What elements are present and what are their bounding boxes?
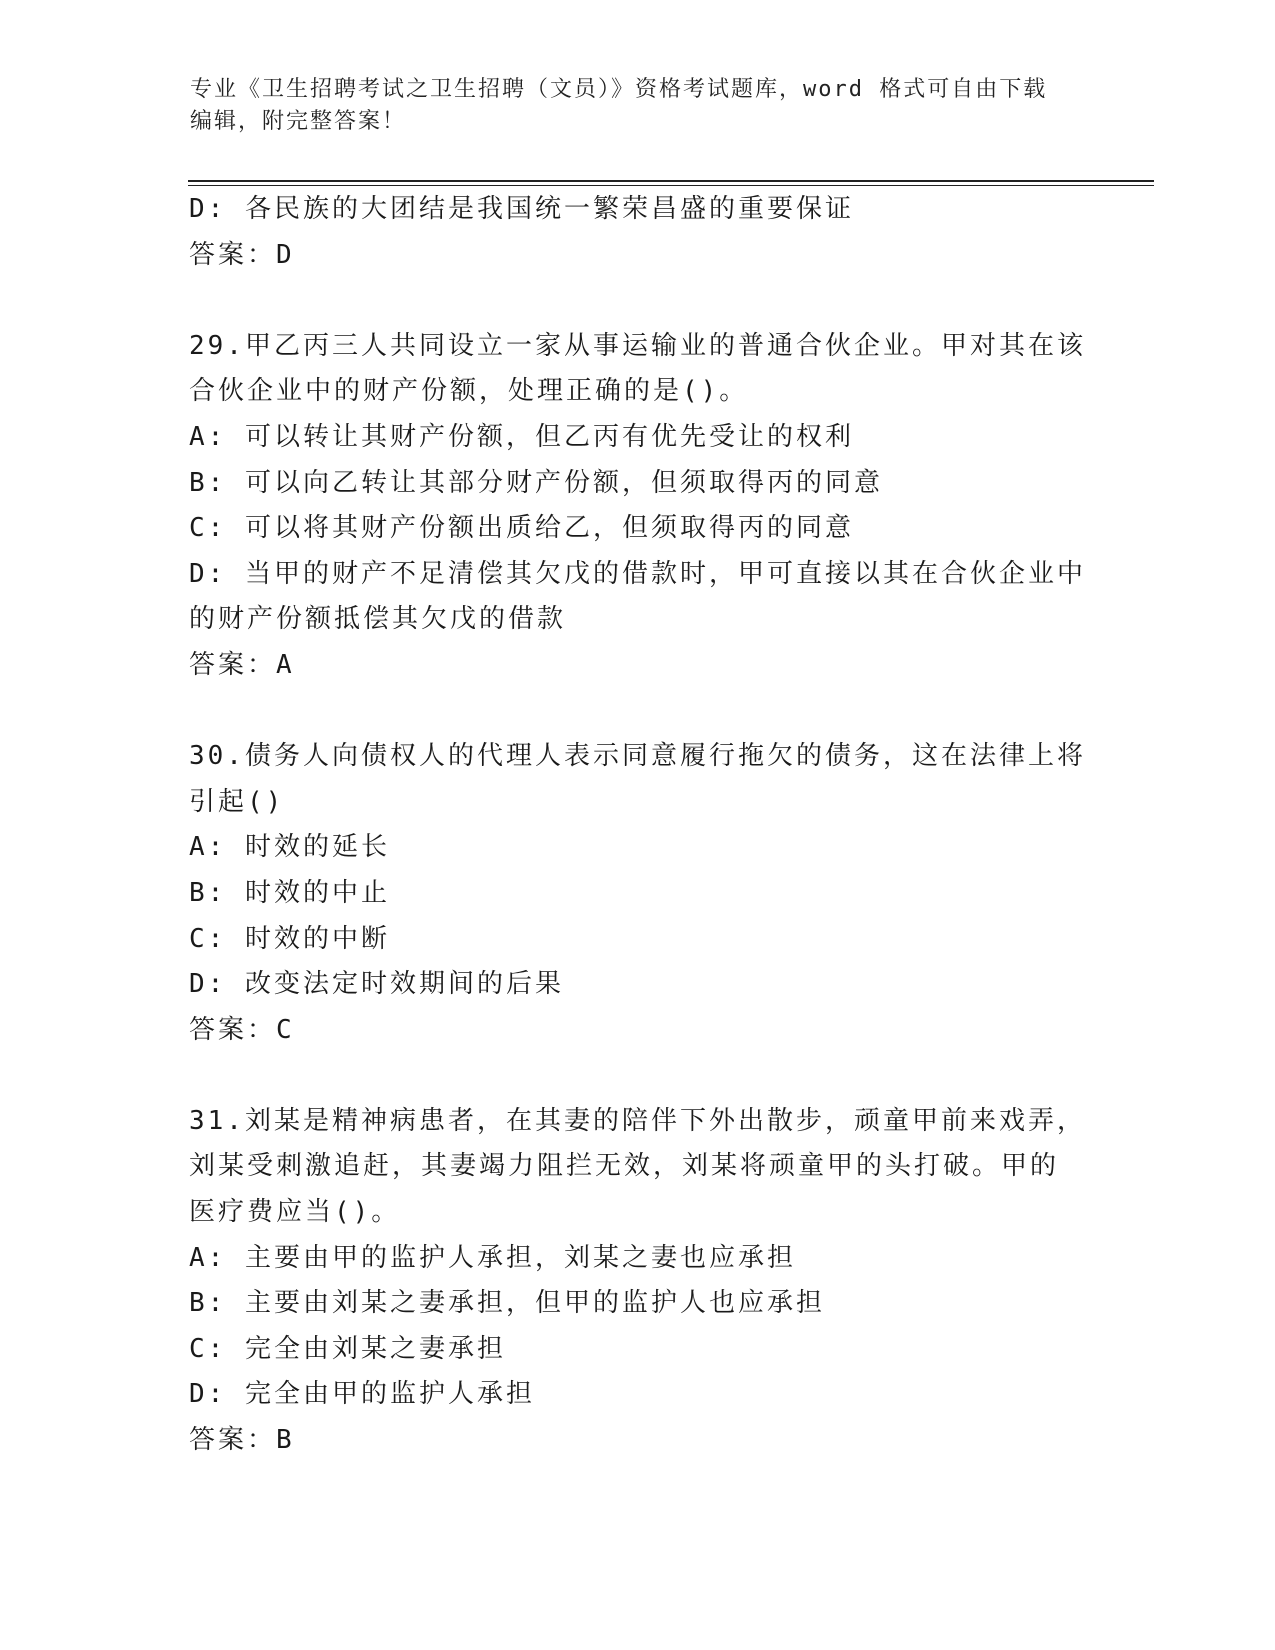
carryover-block xyxy=(189,187,1089,278)
question-31 xyxy=(189,1099,1089,1464)
option-b: B: 时效的中止 xyxy=(189,877,390,908)
option-d-line: 的财产份额抵偿其欠戊的借款 xyxy=(189,604,567,635)
option-b: B: 主要由刘某之妻承担，但甲的监护人也应承担 xyxy=(189,1288,825,1319)
spacer xyxy=(189,689,1089,735)
option-a: A: 主要由甲的监护人承担，刘某之妻也应承担 xyxy=(189,1242,796,1273)
header-line-1: 专业《卫生招聘考试之卫生招聘（文员）》资格考试题库，word 格式可自由下载 xyxy=(190,77,1048,102)
answer-line: 答案：D xyxy=(189,239,295,270)
question-30 xyxy=(189,734,1089,1053)
option-d: D: 改变法定时效期间的后果 xyxy=(189,969,564,1000)
header-divider-thick xyxy=(188,180,1154,182)
option-c: C: 完全由刘某之妻承担 xyxy=(189,1333,506,1364)
question-text-line: 30.债务人向债权人的代理人表示同意履行拖欠的债务，这在法律上将 xyxy=(189,741,1086,772)
question-text-line: 引起() xyxy=(189,786,285,817)
option-a: A: 时效的延长 xyxy=(189,832,390,863)
document-header xyxy=(190,74,1090,138)
option-c: C: 可以将其财产份额出质给乙，但须取得丙的同意 xyxy=(189,513,854,544)
option-b: B: 可以向乙转让其部分财产份额，但须取得丙的同意 xyxy=(189,467,883,498)
option-d: D: 各民族的大团结是我国统一繁荣昌盛的重要保证 xyxy=(189,194,854,224)
question-text-line: 合伙企业中的财产份额，处理正确的是()。 xyxy=(189,376,749,407)
option-a: A: 可以转让其财产份额，但乙丙有优先受让的权利 xyxy=(189,421,854,452)
question-text-line: 刘某受刺激追赶，其妻竭力阻拦无效，刘某将顽童甲的头打破。甲的 xyxy=(189,1151,1060,1182)
header-line-2: 编辑，附完整答案！ xyxy=(190,109,407,134)
option-d: D: 完全由甲的监护人承担 xyxy=(189,1379,535,1410)
question-text-line: 29.甲乙丙三人共同设立一家从事运输业的普通合伙企业。甲对其在该 xyxy=(189,330,1086,361)
spacer xyxy=(189,1053,1089,1099)
answer-line: 答案：A xyxy=(189,649,295,680)
answer-line: 答案：C xyxy=(189,1014,295,1045)
spacer xyxy=(189,278,1089,324)
question-text-line: 31.刘某是精神病患者，在其妻的陪伴下外出散步，顽童甲前来戏弄， xyxy=(189,1105,1086,1136)
answer-line: 答案：B xyxy=(189,1425,295,1456)
header-divider-thin xyxy=(188,185,1154,186)
question-list xyxy=(189,187,1089,1464)
option-d-line: D: 当甲的财产不足清偿其欠戊的借款时，甲可直接以其在合伙企业中 xyxy=(189,558,1086,589)
option-c: C: 时效的中断 xyxy=(189,923,390,954)
question-text-line: 医疗费应当()。 xyxy=(189,1197,401,1228)
question-29 xyxy=(189,324,1089,689)
